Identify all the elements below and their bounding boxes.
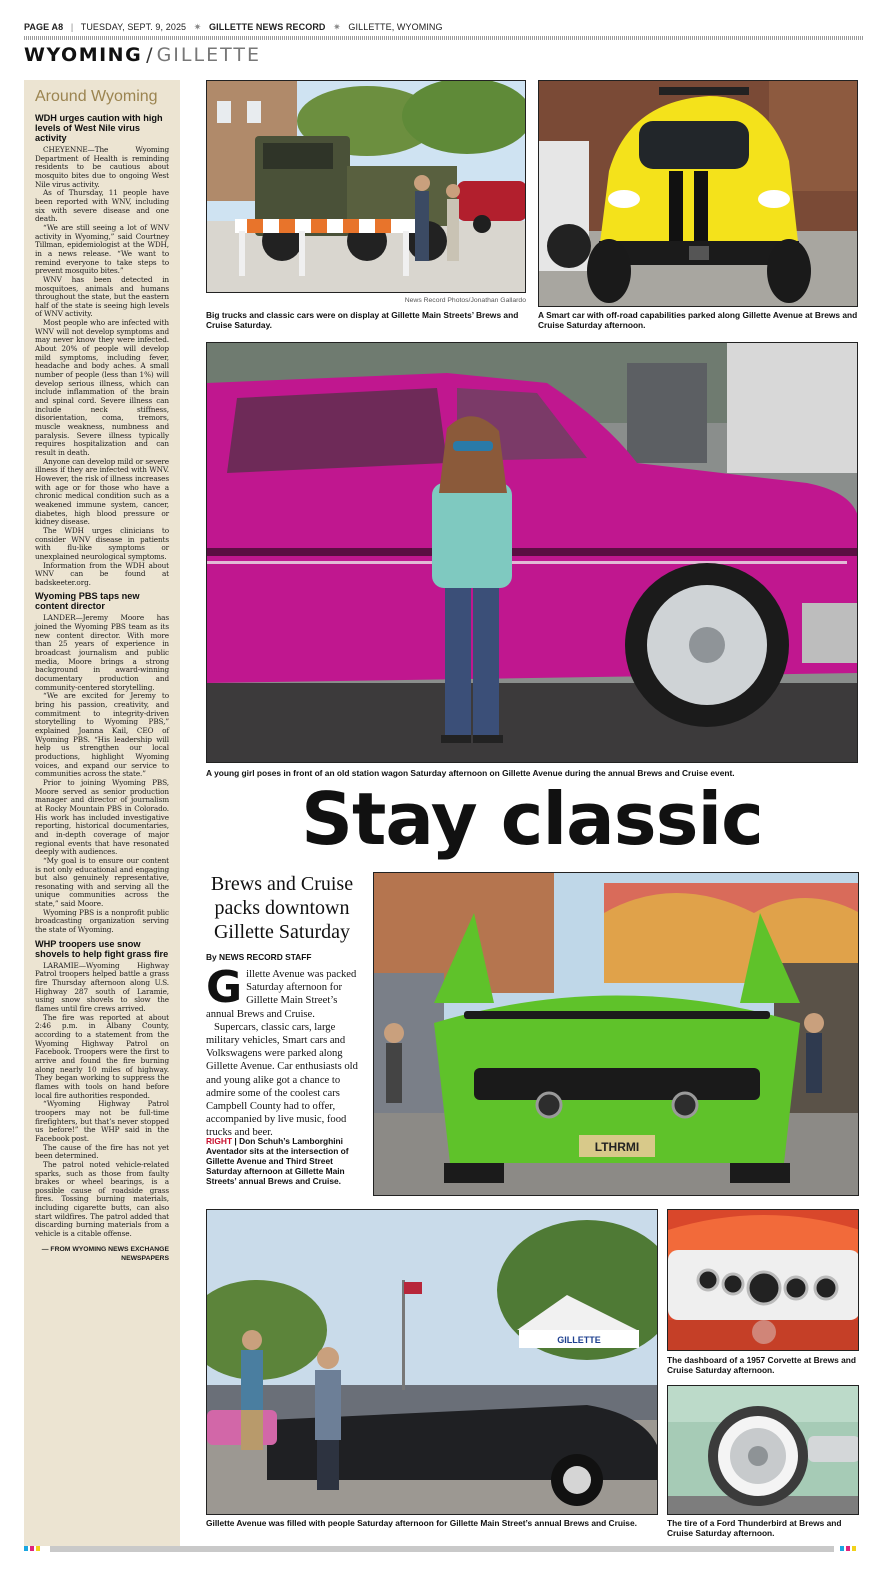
brief-headline: WHP troopers use snow shovels to help fight grass fire [35,938,169,959]
brief-paragraph: “Wyoming Highway Patrol troopers may not be full-time firefighters, but that’s never stopped us before!” the WHP said in the Facebook post. [35,1099,169,1143]
around-wyoming-sidebar [24,80,180,1546]
folio-date: TUESDAY, SEPT. 9, 2025 [80,22,187,32]
folio-separator-icon: | [70,22,74,32]
tire-illustration [668,1386,859,1515]
magenta-dot-icon [30,1546,34,1551]
story-dropcap: G [206,962,243,1013]
story-lead-paragraph [206,962,362,1021]
footer-bar [50,1546,834,1552]
folio-location: GILLETTE, WYOMING [348,22,443,32]
section-main: WYOMING [24,44,143,66]
folio-star-icon: ✷ [193,22,202,32]
brief-paragraph: “My goal is to ensure our content is not only educational and engaging but also genuinely representative, resonating with and serving all the unique communities across the state,” said Moore. [35,855,169,909]
footer-color-dots-right [840,1546,856,1552]
photo-corvette-dashboard [667,1209,859,1351]
folio-page: PAGE A8 [24,22,64,32]
story-body [206,962,362,1140]
section-sub: GILLETTE [156,44,261,66]
sidebar-credit: — FROM WYOMING NEWS EXCHANGE NEWSPAPERS [41,1245,169,1262]
footer-color-dots-left [24,1546,40,1552]
magenta-car-illustration [207,343,858,763]
header-dashed-rule [24,36,864,40]
folio-star-icon: ✷ [333,22,341,32]
story-lead-text: illette Avenue was packed Saturday afternoon for Gillette Main Street’s annual Brews and Cruise. [206,969,357,1020]
dashboard-illustration [668,1210,859,1351]
military-truck-illustration [207,81,526,293]
caption-dashboard: The dashboard of a 1957 Corvette at Brews and Cruise Saturday afternoon. [667,1355,856,1375]
caption-smart-car: A Smart car with off-road capabilities parked along Gillette Avenue at Brews and Cruise Saturday afternoon. [538,310,858,330]
brief-paragraph: “We are excited for Jeremy to bring his passion, creativity, and commitment to integrity-driven storytelling to Wyoming PBS,” explained Joanna Kail, CEO of Wyoming PBS. “His leadership will help us strengthen our local productions, highlight Wyoming voices, and expand our service to communities across the state.” [35,691,169,779]
story-byline: By NEWS RECORD STAFF [206,952,312,962]
yellow-dot-icon [852,1546,856,1551]
photo-crowd-convertible [206,1209,658,1515]
brief-paragraph: CHEYENNE—The Wyoming Department of Health is reminding residents to be cautious about mosquito bites due to ongoing West Nile virus activity. [35,145,169,189]
cyan-dot-icon [24,1546,28,1551]
photo-girl-magenta-car [206,342,858,763]
brief-paragraph: The cause of the fire has not yet been determined. [35,1142,169,1161]
section-slash: / [146,44,153,66]
caption-lamborghini-text: Don Schuh’s Lamborghini Aventador sits at the intersection of Gillette Avenue and Third Street Saturday afternoon at Gillette Main Streets’ annual Brews and Cruise. [206,1136,349,1186]
yellow-dot-icon [36,1546,40,1551]
brief-paragraph: Prior to joining Wyoming PBS, Moore served as senior production manager and director of journalism at Rocky Mountain PBS in Colorado. His work has included investigative reporting, historical documentaries, and in-depth coverage of major regional events that have resonated deeply with audiences. [35,777,169,857]
story-deck: Brews and Cruise packs downtown Gillette Saturday [210,873,354,943]
brief-paragraph: The fire was reported at about 2:46 p.m. in Albany County, according to a statement from the Wyoming Highway Patrol on Facebook. Troopers were the first to arrive and found the fire burning along nearly 10 miles of highway. They began working to suppress the flames with tools on hand before local fire authorities responded. [35,1012,169,1100]
tent-sign-text: GILLETTE [557,1335,601,1345]
brief-paragraph: WNV has been detected in mosquitoes, animals and humans throughout the state, but the eastern half of the state is seeing high levels of WNV activity. [35,274,169,319]
photo-lamborghini [373,872,859,1196]
caption-divider: | [234,1136,237,1146]
brief-paragraph: As of Thursday, 11 people have been reported with WNV, including six with severe disease and one death. [35,188,169,224]
story-paragraph: Supercars, classic cars, large military vehicles, Smart cars and Volkswagens were parked along Gillette Avenue. Car enthusiasts old and young alike got a chance to admire some of the coolest cars Campbell County had to offer, accompanied by live music, food trucks and beer. [206,1021,358,1139]
caption-lamborghini [206,1136,362,1186]
brief-paragraph: “We are still seeing a lot of WNV activity in Wyoming,” said Courtney Tillman, epidemiologist at the WDH, in a news release. “We want to remind everyone to take steps to prevent mosquito bites.” [35,222,169,276]
folio-line [24,22,864,36]
folio-paper: GILLETTE NEWS RECORD [209,22,326,32]
brief-paragraph: Most people who are infected with WNV will not develop symptoms and may never know they were infected. About 20% of people will develop mild symptoms, including fever, headache and body aches. A small number of people (less than 1%) will develop serious illness, which can include inflammation of the brain and spinal cord. Severe illness can include neck stiffness, disorientation, coma, tremors, muscle weakness, numbness and paralysis. Severe illness typically requires hospitalization and can result in death. [35,318,169,457]
lamborghini-illustration [374,873,859,1196]
cyan-dot-icon [840,1546,844,1551]
sidebar-title: Around Wyoming [35,88,158,105]
main-headline: Stay classic [301,777,763,861]
brief-paragraph: The patrol noted vehicle-related sparks, such as those from faulty brakes or wheel bearings, is a possible cause of roadside grass fires. Tossing burning materials, including cigarette butts, can also start wildfires. The patrol added that discarding burning materials from a vehicle is a citable offense. [35,1159,169,1239]
photo-credit: News Record Photos/Jonathan Gallardo [404,297,526,304]
photo-smart-car [538,80,858,307]
magenta-dot-icon [846,1546,850,1551]
caption-girl: A young girl poses in front of an old station wagon Saturday afternoon on Gillette Avenue during the annual Brews and Cruise event. [206,768,735,778]
smart-car-illustration [539,81,858,307]
brief-paragraph: Wyoming PBS is a nonprofit public broadcasting organization serving the state of Wyoming. [35,907,169,935]
caption-direction-label: RIGHT [206,1136,233,1146]
brief-headline: WDH urges caution with high levels of West Nile virus activity [35,113,163,143]
caption-crowd: Gillette Avenue was filled with people Saturday afternoon for Gillette Main Street’s annual Brews and Cruise. [206,1518,637,1528]
brief-paragraph: The WDH urges clinicians to consider WNV disease in patients with flu-like symptoms or unexplained neurological symptoms. [35,525,169,561]
brief-paragraph: Anyone can develop mild or severe illness if they are infected with WNV. However, the risk of illness increases with age or for those who have a chronic medical condition such as a weakened immune system, cancer, diabetes, high blood pressure or kidney disease. [35,456,169,527]
caption-trucks: Big trucks and classic cars were on display at Gillette Main Streets’ Brews and Cruise Saturday. [206,310,519,330]
caption-tire: The tire of a Ford Thunderbird at Brews and Cruise Saturday afternoon. [667,1518,842,1538]
crowd-convertible-illustration [207,1210,658,1515]
photo-military-truck [206,80,526,293]
license-plate-text: LTHRMI [594,1140,640,1154]
brief-paragraph: Information from the WDH about WNV can be found at badskeeter.org. [35,560,169,587]
brief-headline: Wyoming PBS taps new content director [35,591,140,612]
brief-paragraph: LANDER—Jeremy Moore has joined the Wyoming PBS team as its new content director. With more than 25 years of experience in broadcast journalism and public media, Moore brings a strong background in award-winning documentary production and community-centered storytelling. [35,613,169,692]
brief-paragraph: LARAMIE—Wyoming Highway Patrol troopers helped battle a grass fire Thursday afternoon along U.S. Highway 287 south of Laramie, using snow shovels to slow the flames until fire crews arrived. [35,960,169,1014]
section-flag [24,44,261,68]
photo-thunderbird-tire [667,1385,859,1515]
